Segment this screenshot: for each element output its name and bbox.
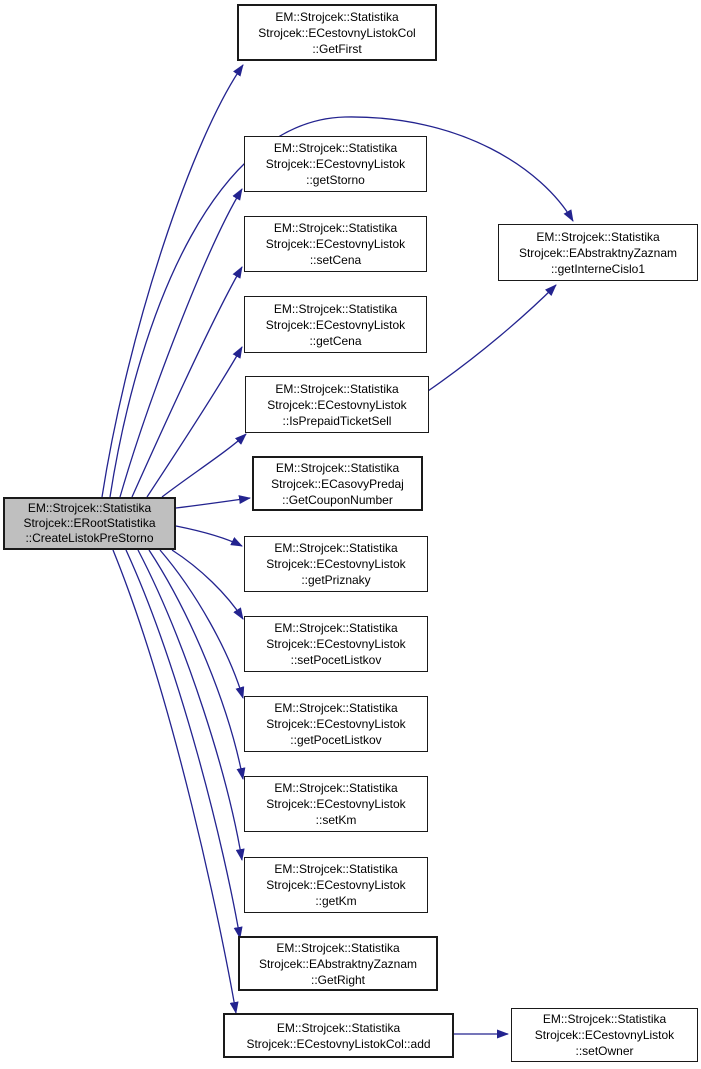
node-label-line: ::getCena [309, 333, 362, 348]
node-setcena[interactable] [244, 216, 427, 272]
node-label-line: Strojcek::ECestovnyListok [267, 397, 407, 412]
node-label-line: Strojcek::ECestovnyListokCol [258, 25, 416, 40]
edge-root-add [113, 550, 236, 1013]
node-getpriznaky[interactable] [244, 536, 428, 592]
node-label-line: ::getStorno [306, 173, 365, 187]
node-label-line: EM::Strojcek::Statistika [273, 301, 398, 316]
node-add[interactable] [223, 1013, 454, 1058]
node-getpocetlistkov[interactable] [244, 696, 428, 752]
node-label-line: ::getInterneCislo1 [550, 261, 646, 276]
node-isprepaidticketsell[interactable] [245, 376, 429, 433]
node-label-line: Strojcek::ERootStatistika [23, 516, 156, 530]
node-label-line: Strojcek::ECestovnyListokCol::add [246, 1036, 431, 1051]
node-label-line: EM::Strojcek::Statistika [274, 621, 398, 635]
node-label-line: ::GetCouponNumber [282, 492, 393, 507]
node-label-line: EM::Strojcek::Statistika [274, 701, 398, 715]
node-label-line: EM::Strojcek::Statistika [275, 460, 400, 475]
edge-root-getcouponnumber [176, 498, 250, 508]
node-label-line: Strojcek::EAbstraktnyZaznam [518, 245, 678, 260]
node-label-line: ::GetRight [310, 972, 366, 987]
node-getinternecislo1[interactable] [498, 224, 698, 281]
node-setpocetlistkov[interactable] [244, 616, 428, 672]
node-label-line: ::getPocetListkov [290, 733, 382, 747]
node-label-line: ::setPocetListkov [290, 653, 382, 667]
node-label-line: EM::Strojcek::Statistika [273, 141, 398, 155]
node-label-line: Strojcek::ECestovnyListok [266, 717, 406, 731]
node-label-line: ::CreateListokPreStorno [25, 531, 154, 545]
node-getfirst[interactable] [237, 4, 437, 61]
node-setkm[interactable] [244, 776, 428, 832]
node-label-line: EM::Strojcek::Statistika [276, 940, 400, 955]
node-label-line: Strojcek::ECestovnyListok [534, 1028, 675, 1042]
node-getcouponnumber[interactable] [252, 456, 423, 511]
node-getright[interactable] [238, 936, 438, 991]
edge-root-setkm [149, 550, 243, 779]
node-label-line: Strojcek::ECasovyPredaj [271, 476, 404, 491]
edge-root-getcena [147, 347, 242, 497]
node-label-line: EM::Strojcek::Statistika [274, 541, 398, 555]
node-label-line: ::IsPrepaidTicketSell [282, 413, 392, 428]
node-label-line: Strojcek::ECestovnyListok [266, 797, 406, 811]
node-label-line: ::getPriznaky [301, 573, 371, 587]
node-label-line: ::getKm [315, 894, 357, 908]
node-label-line: EM::Strojcek::Statistika [275, 9, 399, 24]
edge-root-getstorno [120, 189, 242, 497]
node-label-line: EM::Strojcek::Statistika [27, 501, 152, 515]
node-label-line: Strojcek::ECestovnyListok [265, 237, 406, 251]
node-label-line: EM::Strojcek::Statistika [274, 862, 398, 876]
node-label-line: EM::Strojcek::Statistika [273, 221, 398, 235]
node-label-line: EM::Strojcek::Statistika [276, 1020, 401, 1035]
edge-root-setcena [132, 267, 242, 497]
node-label-line: ::setOwner [575, 1044, 634, 1058]
node-label-line: EM::Strojcek::Statistika [274, 781, 398, 795]
node-label-line: Strojcek::ECestovnyListok [266, 637, 406, 651]
node-getkm[interactable] [244, 857, 428, 913]
edge-isprepaidticketsell-getinternecislo1 [428, 285, 556, 391]
node-label-line: Strojcek::ECestovnyListok [266, 557, 406, 571]
node-label-line: Strojcek::ECestovnyListok [266, 878, 406, 892]
node-label-line: Strojcek::ECestovnyListok [265, 157, 406, 171]
node-label-line: EM::Strojcek::Statistika [275, 381, 399, 396]
node-label-line: EM::Strojcek::Statistika [536, 229, 660, 244]
node-getcena[interactable] [244, 296, 427, 353]
node-label-line: Strojcek::EAbstraktnyZaznam [258, 956, 418, 971]
node-label-line: Strojcek::ECestovnyListok [265, 317, 406, 332]
edge-root-getpriznaky [176, 526, 242, 546]
node-label-line: ::GetFirst [312, 41, 362, 56]
node-getstorno[interactable] [244, 136, 427, 192]
edge-root-isprepaidticketsell [162, 434, 246, 497]
node-label-line: EM::Strojcek::Statistika [542, 1012, 667, 1026]
edge-root-getfirst [102, 65, 243, 497]
node-label-line: ::setCena [309, 253, 362, 267]
node-label-line: ::setKm [315, 813, 357, 827]
node-setowner[interactable] [511, 1008, 698, 1062]
node-root-createlistokprestorno [3, 497, 176, 550]
